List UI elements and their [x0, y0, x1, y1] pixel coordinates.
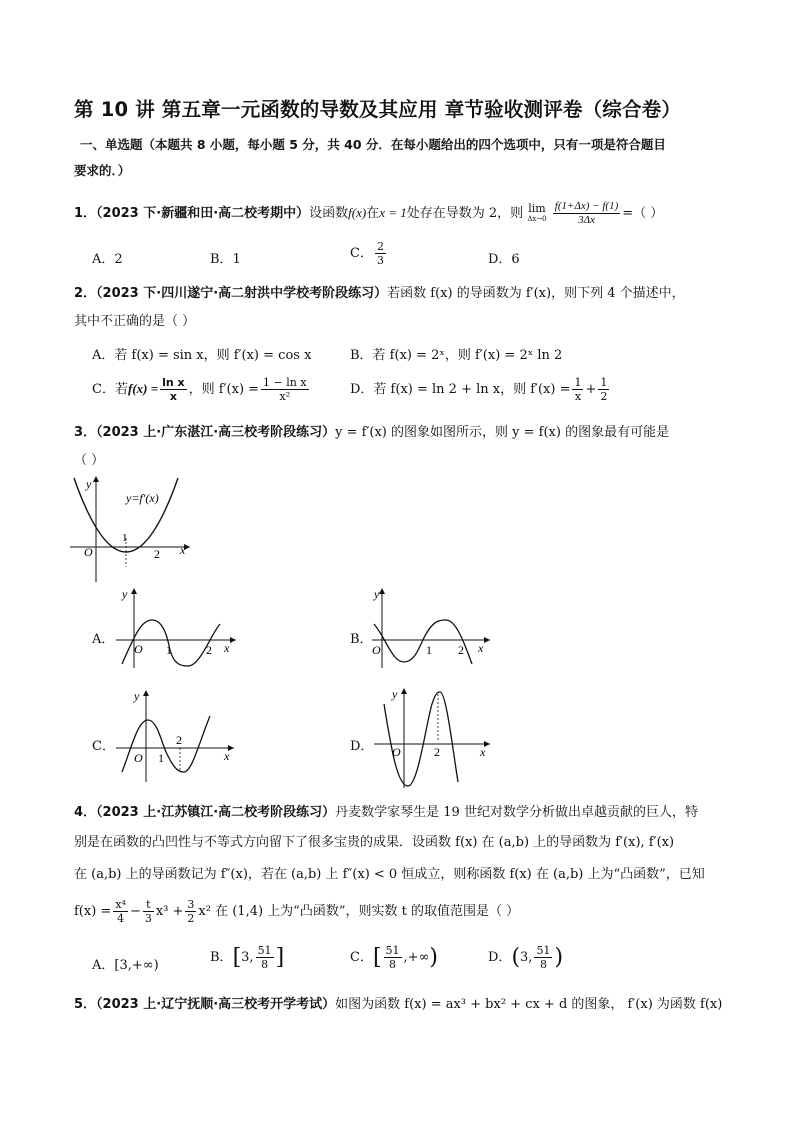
question-4-line-4 — [74, 898, 519, 925]
math-text: f(x) = — [74, 904, 112, 919]
y-label: y — [374, 587, 380, 601]
question-source: （2023 下·新疆和田·高二校考期中） — [96, 206, 310, 221]
fraction-numerator: f(1+Δx) − f(1) — [554, 200, 619, 212]
math-fx: f(x) — [348, 205, 367, 220]
option-fraction — [160, 376, 187, 403]
minus-sign: − — [129, 904, 141, 919]
option-d — [350, 376, 611, 403]
fraction-numerator: 51 — [536, 944, 551, 957]
bracket: ] — [275, 945, 285, 970]
fraction — [185, 898, 196, 925]
math-text: x³ + — [155, 904, 184, 919]
question-3 — [74, 424, 669, 442]
math-fx: f(x) = — [127, 381, 159, 396]
option-d: D． — [350, 739, 374, 754]
x-axis-arrow — [484, 637, 490, 643]
y-axis-arrow — [401, 688, 407, 694]
option-b: B．1 — [210, 252, 241, 267]
option-b: B．[3, $\frac{51}{8}$ ] — [210, 944, 285, 971]
question-2-cont: 其中不正确的是（ ） — [74, 314, 196, 329]
fraction-numerator: 51 — [257, 944, 272, 957]
y-label: y — [122, 587, 128, 601]
option-a: A．若 f(x) = sin x，则 f′(x) = cos x — [92, 348, 312, 363]
option-letter: C．若 — [92, 382, 128, 397]
y-label: y — [86, 477, 92, 491]
y-axis-arrow — [379, 588, 385, 594]
option-c — [92, 376, 311, 403]
option-fraction — [261, 376, 309, 403]
fraction — [143, 898, 154, 925]
fraction-denominator: 8 — [261, 958, 269, 971]
tick-label-1: 1 — [166, 643, 172, 657]
option-fraction — [375, 240, 386, 267]
question-text: 丹麦数学家琴生是 19 世纪对数学分析做出卓越贡献的巨人，特 — [335, 805, 698, 820]
tick-label-2: 2 — [434, 745, 440, 759]
option-a: A．2 — [92, 252, 123, 267]
option-d-curve — [384, 692, 458, 786]
fraction-numerator: 2 — [376, 240, 384, 253]
tick-label-1: 1 — [158, 751, 164, 765]
tick-label-1: 1 — [122, 532, 128, 544]
question-2 — [74, 285, 685, 303]
question-4 — [74, 804, 698, 822]
y-axis-arrow — [131, 588, 137, 594]
tick-label-2: 2 — [154, 547, 160, 561]
fraction-numerator: 1 — [574, 376, 582, 389]
x-label: x — [478, 641, 484, 655]
y-label: y — [134, 689, 140, 703]
option-c-graph — [112, 686, 240, 786]
option-text: D．若 f(x) = ln 2 + ln x，则 f′(x) = — [350, 382, 571, 397]
question-text: 若函数 f(x) 的导函数为 f′(x)，则下列 4 个描述中， — [387, 286, 685, 301]
tick-label-1: 1 — [426, 643, 432, 657]
question-4-line-2: 别是在函数的凸凹性与不等式方向留下了很多宝贵的成果．设函数 f(x) 在 (a,b) 上的导函数为 f′(x), f′(x) — [74, 835, 675, 850]
option-d-graph — [370, 684, 496, 790]
question-4-line-3: 在 (a,b) 上的导函数记为 f″(x)，若在 (a,b) 上 f″(x) < 0 恒成立，则称函数 f(x) 在 (a,b) 上为“凸函数”，已知 — [74, 867, 705, 882]
fraction-numerator: 1 — [600, 376, 608, 389]
bracket: ) — [554, 945, 564, 970]
plus-sign: + — [585, 382, 597, 397]
section-heading-cont: 要求的．） — [74, 163, 131, 178]
fraction-numerator: t — [143, 898, 154, 912]
option-fraction — [572, 376, 583, 403]
option-fraction — [256, 944, 274, 971]
bracket: ) — [429, 945, 438, 970]
option-b-curve — [374, 620, 472, 664]
question-3-cont: （ ） — [74, 453, 105, 468]
question-source: （2023 上·江苏镇江·高二校考阶段练习） — [96, 805, 336, 820]
bracket: [ — [372, 945, 382, 970]
option-letter: B． — [210, 950, 233, 965]
option-text: ，则 f′(x) = — [188, 382, 260, 397]
x-label: x — [224, 641, 230, 655]
question-number: 2． — [74, 286, 97, 301]
option-fraction — [534, 944, 552, 971]
question-number: 4． — [74, 805, 97, 820]
fraction-denominator: 2 — [600, 390, 608, 403]
curve-label: y=f′(x) — [126, 491, 159, 505]
option-a-graph — [112, 584, 242, 670]
question-1 — [74, 200, 663, 227]
question-number: 1． — [74, 206, 97, 221]
option-a: A．[3,+∞) — [92, 958, 159, 973]
question-text: 如图为函数 f(x) = ax³ + bx² + cx + d 的图象， f′(x) 为函数 f(x) — [335, 997, 723, 1012]
question-text: x² 在 (1,4) 上为“凸函数”，则实数 t 的取值范围是（ ） — [198, 904, 520, 919]
tick-label-2: 2 — [458, 643, 464, 657]
fraction-numerator: 51 — [385, 944, 400, 957]
question-source: （2023 上·广东湛江·高三校考阶段练习） — [96, 425, 336, 440]
origin-label: O — [134, 642, 143, 656]
section-heading: 一、单选题（本题共 8 小题，每小题 5 分，共 40 分．在每小题给出的四个选项中，只有一项是符合题目 — [80, 137, 666, 152]
y-label: y — [392, 687, 398, 701]
y-axis-arrow — [143, 690, 149, 696]
option-a: A． — [92, 632, 115, 647]
question-source: （2023 上·辽宁抚顺·高三校考开学考试） — [96, 997, 336, 1012]
fraction-denominator: 8 — [539, 958, 547, 971]
page-title: 第 10 讲 第五章一元函数的导数及其应用 章节验收测评卷（综合卷） — [74, 98, 682, 121]
y-axis-arrow — [93, 476, 99, 482]
fraction-numerator: ln x — [162, 376, 185, 389]
question-text: y = f′(x) 的图象如图所示，则 y = f(x) 的图象最有可能是 — [335, 425, 670, 440]
option-c: C．[ $\frac{51}{8}$ ,+∞) — [350, 944, 438, 971]
tick-label-2: 2 — [176, 733, 182, 747]
option-b: B． — [350, 632, 373, 647]
option-c: C． — [92, 739, 115, 754]
origin-label: O — [84, 545, 93, 559]
fraction-numerator: x⁴ — [115, 898, 126, 911]
fraction-denominator: x — [169, 390, 177, 403]
x-label: x — [224, 749, 230, 763]
option-d: D．6 — [488, 252, 520, 267]
option-fraction — [384, 944, 402, 971]
question-text: 处存在导数为 2，则 — [406, 206, 524, 221]
tick-label-2: 2 — [206, 643, 212, 657]
math-x1: x = 1 — [379, 205, 407, 220]
question-5 — [74, 996, 722, 1014]
question-text: 设函数 — [309, 206, 349, 221]
fraction-denominator: 3 — [144, 912, 152, 925]
fraction — [113, 898, 128, 925]
option-letter: C． — [350, 246, 373, 261]
x-label: x — [480, 745, 486, 759]
origin-label: O — [134, 751, 143, 765]
option-letter: D． — [488, 950, 512, 965]
fraction-denominator: x² — [279, 390, 291, 403]
x-label: x — [180, 543, 186, 557]
option-b-graph — [368, 584, 496, 670]
fraction-numerator: 1 − ln x — [263, 376, 307, 389]
question-source: （2023 下·四川遂宁·高二射洪中学校考阶段练习） — [96, 286, 388, 301]
origin-label: O — [392, 745, 401, 759]
origin-label: O — [372, 643, 381, 657]
fraction-denominator: 8 — [389, 958, 397, 971]
fraction-denominator: 3 — [376, 254, 384, 267]
bracket: ( — [511, 945, 521, 970]
limit-symbol — [527, 203, 546, 225]
bracket: [ — [232, 945, 242, 970]
fraction-denominator: 2 — [187, 912, 195, 925]
answer-blank: =（ ） — [622, 206, 664, 221]
lim-text: lim — [528, 201, 546, 215]
option-d: D．(3, $\frac{51}{8}$ ) — [488, 944, 564, 971]
fraction-denominator: 3Δx — [578, 214, 595, 226]
option-b: B．若 f(x) = 2ˣ，则 f′(x) = 2ˣ ln 2 — [350, 348, 563, 363]
fraction-numerator: 3 — [187, 898, 195, 911]
fraction-denominator: x — [574, 390, 582, 403]
question-number: 5． — [74, 997, 97, 1012]
option-fraction — [598, 376, 609, 403]
option-letter: C． — [350, 950, 373, 965]
fraction-denominator: 4 — [117, 912, 125, 925]
option-c — [350, 240, 388, 267]
lim-sub: Δx→0 — [527, 214, 547, 223]
x-axis-arrow — [230, 637, 236, 643]
question-number: 3． — [74, 425, 97, 440]
derivative-graph — [66, 472, 196, 584]
limit-fraction — [553, 200, 620, 227]
question-text: 在 — [366, 206, 380, 221]
